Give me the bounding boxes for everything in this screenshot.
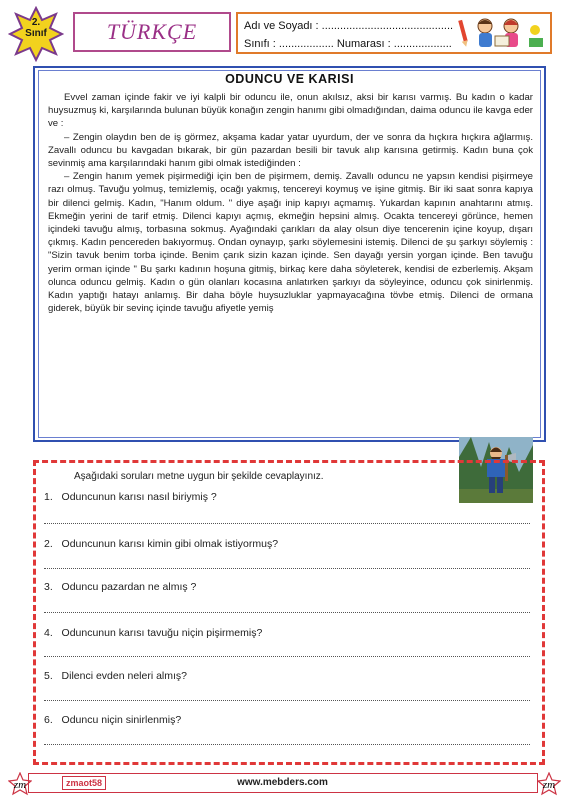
children-reading-illustration xyxy=(455,14,549,52)
question-text: Oduncunun karısı nasıl biriymiş ? xyxy=(61,491,217,503)
class-number-field[interactable]: Sınıfı : .................. Numarası : ................... xyxy=(244,38,452,50)
subject-title: TÜRKÇE xyxy=(106,19,198,44)
answer-line-6[interactable] xyxy=(44,744,530,745)
question-2 xyxy=(44,538,278,550)
corner-logo-left xyxy=(8,772,32,796)
footer-website[interactable]: www.mebders.com xyxy=(237,777,328,788)
question-1 xyxy=(44,491,217,503)
footer-code: zmaot58 xyxy=(62,776,106,790)
corner-logo-right xyxy=(537,772,561,796)
grade-word: Sınıf xyxy=(25,28,47,39)
answer-line-3[interactable] xyxy=(44,612,530,613)
question-number: 4. xyxy=(44,627,53,639)
answer-line-2[interactable] xyxy=(44,568,530,569)
answer-line-1[interactable] xyxy=(44,523,530,524)
question-text: Oduncu pazardan ne almış ? xyxy=(61,581,197,593)
question-number: 6. xyxy=(44,714,53,726)
answer-line-4[interactable] xyxy=(44,656,530,657)
question-number: 2. xyxy=(44,538,53,550)
story-paragraph: Evvel zaman içinde fakir ve iyi kalpli bir oduncu ile, onun akılsız, aksi bir karısı varmış. Bu kadın o kadar huysuzmuş ki, karşılarında bulunan büyük konağın zengin hanımı gibi olmadığından, daima oduncu ile kavga eder ve : xyxy=(48,92,533,130)
question-6 xyxy=(44,714,181,726)
grade-label xyxy=(8,17,64,39)
question-4 xyxy=(44,627,262,639)
story-title: ODUNCU VE KARISI xyxy=(225,72,354,86)
story-text xyxy=(48,91,533,315)
story-paragraph: – Zengin hanım yemek pişirmediği için ben de pişirmem, demiş. Zavallı oduncu ne yapsın kendisi pişirmeye razı olmuş. Tavuğu yolmuş, temizlemiş, ocağı yakmış, tencereyi koymuş ve işine gitmiş. Bir iki saat sonra kapıya bir dilenci gelmiş. Kadın, "Hanım oldum. " diye aşağı inip kapıyı açmamış. Yukardan kapının anahtarını atmış. Ekmeğin yerini de tarif etmiş. Dilenci kapıyı açmış, ekmeğin hepsini almış. Ocakta tencereyi görünce, hemen içindeki tavuğu almış, torbasına sokmuş. Ayağındaki çarıkları da alay olsun diye tencerenin içine koyup, dışarı çıkmış. Kadın pencereden bakıyormuş. Ondan oynayıp, şarkı söylemesini istemiş. Dilenci de şu şarkıyı söylemiş : "Sizin tavuk benim torba içinde. Benim çarık sizin kazan içinde. Sen dayağı yersin yorgan içinde. Ben tavuğu yerim orman içinde " Bu şarkı kadının hoşuna gitmiş, birkaç kere daha söyleterek, kendisi de ezberlemiş. Akşam olunca oduncu gelmiş. Kadın o gün olanları kocasına anlatırken şarkıyı da söyleyince, oduncu çok sinirlenmiş. Kadın yaptığı hatayı anlamış. Bir daha böyle huysuzluklar yapmayacağına tövbe etmiş. Dilenci de ormana giderek, büyük bir sevinç içinde tavuğu afiyetle yemiş xyxy=(48,171,533,315)
question-3 xyxy=(44,581,196,593)
answer-line-5[interactable] xyxy=(44,700,530,701)
logo-mark: zm xyxy=(542,779,556,791)
subject-box xyxy=(73,12,231,52)
story-paragraph: – Zengin olaydın ben de iş görmez, akşama kadar yatar uyurdum, der ve sonra da hıçkıra hıçkıra ağlarmış. Zavallı oduncu bu kavgadan bıkarak, bir gün pazardan besili bir tavuk alıp karısına getirmiş. Kadın buna çok sevinmiş ama karşılarındaki hanım gibi olmak istediğinden : xyxy=(48,131,533,170)
question-text: Oduncunun karısı tavuğu niçin pişirmemiş? xyxy=(61,627,263,639)
question-text: Dilenci evden neleri almış? xyxy=(61,670,188,682)
question-number: 5. xyxy=(44,670,53,682)
question-number: 3. xyxy=(44,581,53,593)
question-number: 1. xyxy=(44,491,53,503)
questions-instruction: Aşağıdaki soruları metne uygun bir şekilde cevaplayınız. xyxy=(74,471,324,482)
question-text: Oduncu niçin sinirlenmiş? xyxy=(61,714,182,726)
question-5 xyxy=(44,670,187,682)
grade-number: 2. xyxy=(31,17,41,28)
name-field[interactable]: Adı ve Soyadı : ........................................... xyxy=(244,20,454,32)
question-text: Oduncunun karısı kimin gibi olmak istiyormuş? xyxy=(61,538,279,550)
logo-mark: zm xyxy=(13,779,27,791)
